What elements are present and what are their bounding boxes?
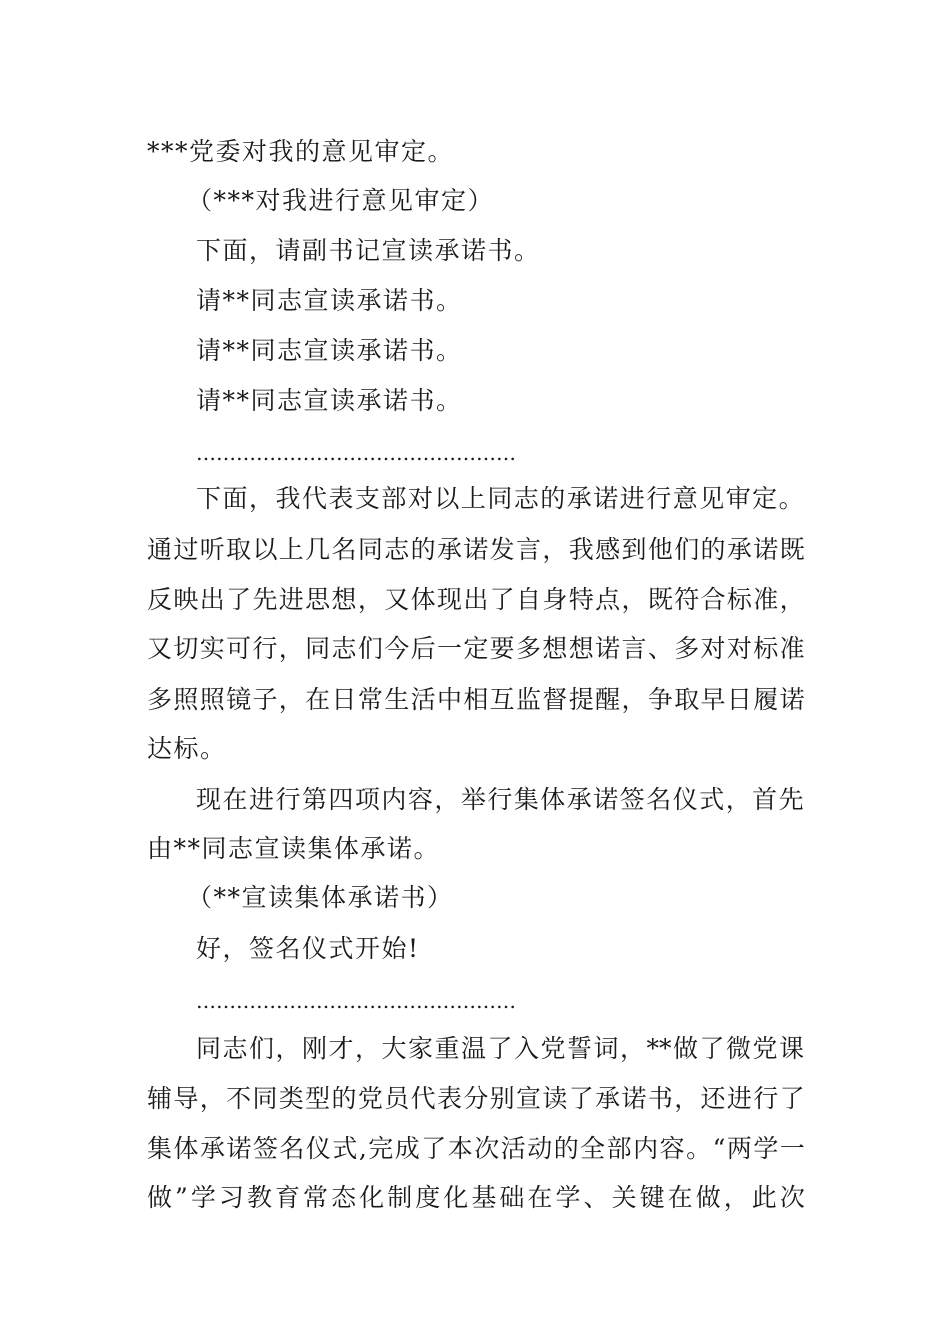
text-line: 集 体 承 诺 签 名 仪 式 , 完 成 了 本 次 活 动 的 全 部 内 容 。 “ 两 学 一 [147,1134,805,1163]
text-line: 多 照 照 镜 子 ， 在 日 常 生 活 中 相 互 监 督 提 醒 ， 争 取 早 日 履 诺 [147,685,805,714]
text-line: 下面，请副书记宣读承诺书。 [196,236,541,265]
text-line: ***党委对我的意见审定。 [147,137,455,166]
text-line: 同 志 们 ， 刚 才 ， 大 家 重 温 了 入 党 誓 词 ， ** 做 了 微 党 课 [196,1034,804,1063]
text-line: 做 ” 学 习 教 育 常 态 化 制 度 化 基 础 在 学 、 关 键 在 做 ， 此 次 [147,1183,805,1212]
text-line: 达标。 [147,734,227,763]
text-line: 由**同志宣读集体承诺。 [147,834,441,863]
text-line: 好，签名仪式开始! [196,934,420,963]
text-line: 又 切 实 可 行 ， 同 志 们 今 后 一 定 要 多 想 想 诺 言 、 多 对 对 标 准 [147,634,805,663]
text-line: 通 过 听 取 以 上 几 名 同 志 的 承 诺 发 言 ， 我 感 到 他 们 的 承 诺 既 [147,535,805,564]
text-line: （**宣读集体承诺书） [187,883,454,912]
text-line: 请**同志宣读承诺书。 [196,286,463,315]
text-line: 下 面 ， 我 代 表 支 部 对 以 上 同 志 的 承 诺 进 行 意 见 审 定 。 [196,484,804,513]
text-line: （***对我进行意见审定） [187,186,495,215]
text-line: 请**同志宣读承诺书。 [196,386,463,415]
ellipsis-line: ………………………………………… [196,441,516,465]
ellipsis-line: ………………………………………… [196,989,516,1013]
text-line: 反 映 出 了 先 进 思 想 ， 又 体 现 出 了 自 身 特 点 ， 既 符 合 标 准 ， [147,585,805,614]
text-line: 现 在 进 行 第 四 项 内 容 ， 举 行 集 体 承 诺 签 名 仪 式 ， 首 先 [196,785,804,814]
text-line: 请**同志宣读承诺书。 [196,336,463,365]
text-line: 辅 导 ， 不 同 类 型 的 党 员 代 表 分 别 宣 读 了 承 诺 书 ， 还 进 行 了 [147,1084,805,1113]
